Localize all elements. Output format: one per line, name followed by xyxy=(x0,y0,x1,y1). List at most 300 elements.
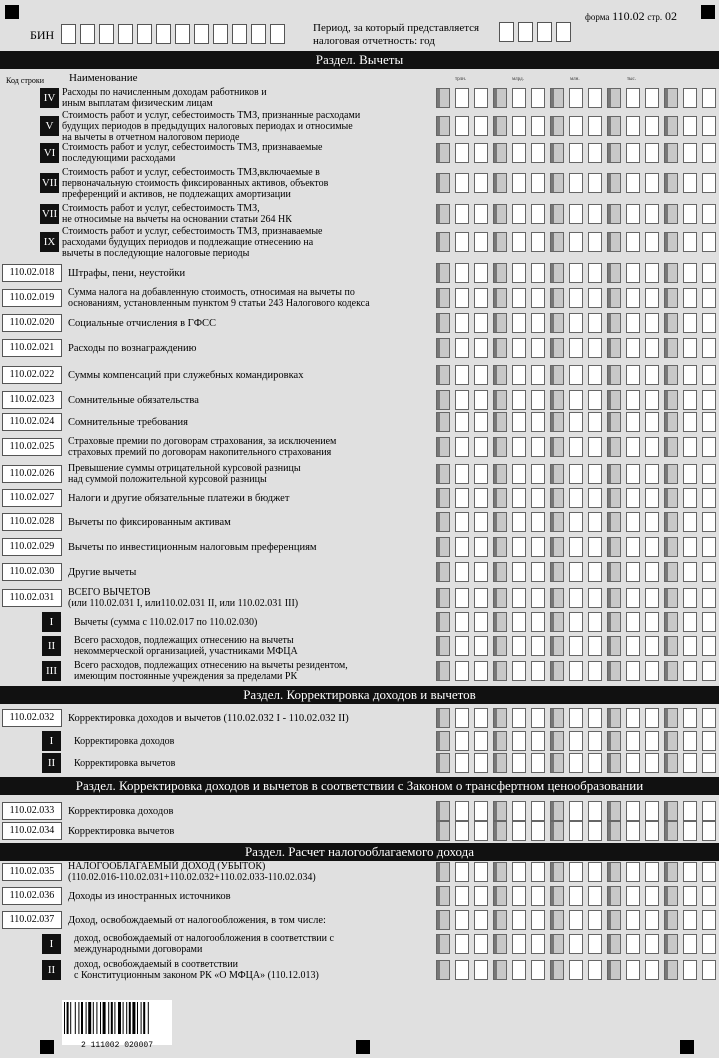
amount-digit-cell[interactable] xyxy=(455,801,469,821)
amount-digit-cell[interactable] xyxy=(664,636,678,656)
amount-digit-cell[interactable] xyxy=(550,753,564,773)
amount-digit-cell[interactable] xyxy=(455,636,469,656)
amount-digit-cell[interactable] xyxy=(512,636,526,656)
amount-digit-cell[interactable] xyxy=(569,562,583,582)
amount-digit-cell[interactable] xyxy=(436,204,450,224)
amount-digit-cell[interactable] xyxy=(512,731,526,751)
amount-digit-cell[interactable] xyxy=(550,886,564,906)
amount-digit-cell[interactable] xyxy=(512,412,526,432)
amount-digit-cell[interactable] xyxy=(531,708,545,728)
amount-digit-cell[interactable] xyxy=(455,232,469,252)
amount-digit-cell[interactable] xyxy=(550,801,564,821)
amount-digit-cell[interactable] xyxy=(569,512,583,532)
year-digit-box[interactable] xyxy=(499,22,514,42)
amount-digit-cell[interactable] xyxy=(702,338,716,358)
amount-digit-cell[interactable] xyxy=(455,204,469,224)
amount-digit-cell[interactable] xyxy=(645,910,659,930)
amount-digit-cell[interactable] xyxy=(474,412,488,432)
amount-digit-cell[interactable] xyxy=(474,731,488,751)
amount-digit-cell[interactable] xyxy=(645,288,659,308)
amount-digit-cell[interactable] xyxy=(588,562,602,582)
amount-digit-cell[interactable] xyxy=(493,173,507,193)
amount-digit-cell[interactable] xyxy=(531,910,545,930)
amount-digit-cell[interactable] xyxy=(474,612,488,632)
amount-digit-cell[interactable] xyxy=(512,862,526,882)
amount-digit-cell[interactable] xyxy=(664,731,678,751)
amount-input-grid[interactable] xyxy=(436,412,719,432)
amount-digit-cell[interactable] xyxy=(588,731,602,751)
amount-digit-cell[interactable] xyxy=(645,143,659,163)
amount-digit-cell[interactable] xyxy=(664,588,678,608)
amount-digit-cell[interactable] xyxy=(607,731,621,751)
amount-digit-cell[interactable] xyxy=(607,288,621,308)
amount-digit-cell[interactable] xyxy=(512,88,526,108)
amount-digit-cell[interactable] xyxy=(607,365,621,385)
amount-digit-cell[interactable] xyxy=(493,562,507,582)
amount-digit-cell[interactable] xyxy=(569,464,583,484)
amount-digit-cell[interactable] xyxy=(531,88,545,108)
amount-digit-cell[interactable] xyxy=(531,116,545,136)
amount-digit-cell[interactable] xyxy=(569,365,583,385)
amount-digit-cell[interactable] xyxy=(626,412,640,432)
amount-digit-cell[interactable] xyxy=(474,365,488,385)
amount-digit-cell[interactable] xyxy=(474,143,488,163)
amount-digit-cell[interactable] xyxy=(531,588,545,608)
amount-digit-cell[interactable] xyxy=(607,464,621,484)
amount-digit-cell[interactable] xyxy=(474,488,488,508)
amount-digit-cell[interactable] xyxy=(645,263,659,283)
amount-input-grid[interactable] xyxy=(436,910,719,930)
amount-digit-cell[interactable] xyxy=(531,232,545,252)
amount-digit-cell[interactable] xyxy=(607,960,621,980)
amount-digit-cell[interactable] xyxy=(626,960,640,980)
amount-digit-cell[interactable] xyxy=(645,390,659,410)
amount-digit-cell[interactable] xyxy=(455,708,469,728)
amount-digit-cell[interactable] xyxy=(664,173,678,193)
amount-digit-cell[interactable] xyxy=(436,288,450,308)
amount-digit-cell[interactable] xyxy=(569,821,583,841)
amount-digit-cell[interactable] xyxy=(474,934,488,954)
amount-digit-cell[interactable] xyxy=(645,338,659,358)
amount-digit-cell[interactable] xyxy=(550,731,564,751)
amount-digit-cell[interactable] xyxy=(531,862,545,882)
amount-digit-cell[interactable] xyxy=(569,537,583,557)
amount-digit-cell[interactable] xyxy=(474,204,488,224)
amount-digit-cell[interactable] xyxy=(588,708,602,728)
amount-digit-cell[interactable] xyxy=(607,801,621,821)
amount-digit-cell[interactable] xyxy=(550,313,564,333)
amount-digit-cell[interactable] xyxy=(531,437,545,457)
amount-digit-cell[interactable] xyxy=(550,412,564,432)
amount-input-grid[interactable] xyxy=(436,232,719,252)
bin-digit-box[interactable] xyxy=(61,24,76,44)
amount-digit-cell[interactable] xyxy=(664,412,678,432)
amount-digit-cell[interactable] xyxy=(493,910,507,930)
amount-digit-cell[interactable] xyxy=(702,116,716,136)
amount-digit-cell[interactable] xyxy=(512,661,526,681)
amount-digit-cell[interactable] xyxy=(531,412,545,432)
amount-digit-cell[interactable] xyxy=(531,512,545,532)
amount-digit-cell[interactable] xyxy=(626,263,640,283)
amount-digit-cell[interactable] xyxy=(474,232,488,252)
amount-digit-cell[interactable] xyxy=(645,960,659,980)
amount-digit-cell[interactable] xyxy=(683,488,697,508)
amount-digit-cell[interactable] xyxy=(474,263,488,283)
amount-digit-cell[interactable] xyxy=(607,88,621,108)
amount-digit-cell[interactable] xyxy=(531,886,545,906)
amount-digit-cell[interactable] xyxy=(702,365,716,385)
amount-digit-cell[interactable] xyxy=(550,910,564,930)
amount-digit-cell[interactable] xyxy=(702,143,716,163)
amount-digit-cell[interactable] xyxy=(436,960,450,980)
amount-digit-cell[interactable] xyxy=(493,263,507,283)
amount-input-grid[interactable] xyxy=(436,886,719,906)
amount-digit-cell[interactable] xyxy=(607,821,621,841)
amount-digit-cell[interactable] xyxy=(436,801,450,821)
amount-digit-cell[interactable] xyxy=(569,588,583,608)
amount-digit-cell[interactable] xyxy=(512,934,526,954)
amount-digit-cell[interactable] xyxy=(455,173,469,193)
amount-digit-cell[interactable] xyxy=(436,886,450,906)
amount-digit-cell[interactable] xyxy=(702,512,716,532)
amount-digit-cell[interactable] xyxy=(569,708,583,728)
amount-digit-cell[interactable] xyxy=(474,464,488,484)
amount-digit-cell[interactable] xyxy=(645,204,659,224)
amount-digit-cell[interactable] xyxy=(683,338,697,358)
amount-digit-cell[interactable] xyxy=(455,960,469,980)
amount-digit-cell[interactable] xyxy=(493,464,507,484)
amount-digit-cell[interactable] xyxy=(569,232,583,252)
amount-digit-cell[interactable] xyxy=(493,821,507,841)
amount-digit-cell[interactable] xyxy=(645,753,659,773)
amount-digit-cell[interactable] xyxy=(474,801,488,821)
amount-digit-cell[interactable] xyxy=(550,488,564,508)
amount-digit-cell[interactable] xyxy=(683,464,697,484)
amount-digit-cell[interactable] xyxy=(455,537,469,557)
amount-digit-cell[interactable] xyxy=(607,886,621,906)
amount-digit-cell[interactable] xyxy=(436,365,450,385)
amount-digit-cell[interactable] xyxy=(493,862,507,882)
amount-digit-cell[interactable] xyxy=(493,960,507,980)
amount-digit-cell[interactable] xyxy=(683,910,697,930)
amount-digit-cell[interactable] xyxy=(645,934,659,954)
amount-digit-cell[interactable] xyxy=(626,612,640,632)
amount-digit-cell[interactable] xyxy=(626,338,640,358)
amount-digit-cell[interactable] xyxy=(455,661,469,681)
amount-digit-cell[interactable] xyxy=(664,288,678,308)
amount-digit-cell[interactable] xyxy=(702,753,716,773)
amount-digit-cell[interactable] xyxy=(512,910,526,930)
amount-input-grid[interactable] xyxy=(436,588,719,608)
amount-digit-cell[interactable] xyxy=(626,886,640,906)
amount-digit-cell[interactable] xyxy=(512,464,526,484)
amount-digit-cell[interactable] xyxy=(683,512,697,532)
amount-digit-cell[interactable] xyxy=(683,390,697,410)
amount-digit-cell[interactable] xyxy=(626,464,640,484)
amount-digit-cell[interactable] xyxy=(512,512,526,532)
amount-digit-cell[interactable] xyxy=(455,731,469,751)
amount-digit-cell[interactable] xyxy=(455,862,469,882)
amount-digit-cell[interactable] xyxy=(664,204,678,224)
amount-digit-cell[interactable] xyxy=(683,934,697,954)
amount-digit-cell[interactable] xyxy=(455,143,469,163)
amount-digit-cell[interactable] xyxy=(645,731,659,751)
amount-digit-cell[interactable] xyxy=(702,910,716,930)
amount-digit-cell[interactable] xyxy=(436,390,450,410)
amount-digit-cell[interactable] xyxy=(455,886,469,906)
amount-digit-cell[interactable] xyxy=(702,588,716,608)
amount-digit-cell[interactable] xyxy=(569,731,583,751)
amount-digit-cell[interactable] xyxy=(512,232,526,252)
amount-digit-cell[interactable] xyxy=(683,821,697,841)
amount-digit-cell[interactable] xyxy=(645,313,659,333)
amount-digit-cell[interactable] xyxy=(607,537,621,557)
amount-digit-cell[interactable] xyxy=(493,232,507,252)
amount-digit-cell[interactable] xyxy=(664,886,678,906)
amount-digit-cell[interactable] xyxy=(474,338,488,358)
amount-digit-cell[interactable] xyxy=(588,263,602,283)
amount-input-grid[interactable] xyxy=(436,960,719,980)
amount-digit-cell[interactable] xyxy=(645,464,659,484)
amount-digit-cell[interactable] xyxy=(550,562,564,582)
amount-digit-cell[interactable] xyxy=(550,661,564,681)
amount-digit-cell[interactable] xyxy=(702,934,716,954)
amount-input-grid[interactable] xyxy=(436,390,719,410)
amount-digit-cell[interactable] xyxy=(493,488,507,508)
amount-digit-cell[interactable] xyxy=(550,288,564,308)
amount-digit-cell[interactable] xyxy=(531,753,545,773)
amount-digit-cell[interactable] xyxy=(588,143,602,163)
amount-digit-cell[interactable] xyxy=(702,731,716,751)
amount-digit-cell[interactable] xyxy=(588,934,602,954)
amount-digit-cell[interactable] xyxy=(588,313,602,333)
amount-digit-cell[interactable] xyxy=(512,821,526,841)
amount-digit-cell[interactable] xyxy=(512,288,526,308)
year-digit-box[interactable] xyxy=(518,22,533,42)
amount-digit-cell[interactable] xyxy=(626,910,640,930)
amount-digit-cell[interactable] xyxy=(626,232,640,252)
amount-digit-cell[interactable] xyxy=(474,390,488,410)
amount-digit-cell[interactable] xyxy=(493,708,507,728)
amount-digit-cell[interactable] xyxy=(474,753,488,773)
amount-digit-cell[interactable] xyxy=(436,412,450,432)
amount-input-grid[interactable] xyxy=(436,636,719,656)
amount-digit-cell[interactable] xyxy=(436,708,450,728)
amount-digit-cell[interactable] xyxy=(702,801,716,821)
amount-digit-cell[interactable] xyxy=(493,437,507,457)
amount-digit-cell[interactable] xyxy=(702,288,716,308)
amount-digit-cell[interactable] xyxy=(455,488,469,508)
bin-digit-box[interactable] xyxy=(99,24,114,44)
amount-digit-cell[interactable] xyxy=(550,116,564,136)
amount-digit-cell[interactable] xyxy=(683,661,697,681)
amount-digit-cell[interactable] xyxy=(436,562,450,582)
amount-digit-cell[interactable] xyxy=(531,488,545,508)
amount-digit-cell[interactable] xyxy=(588,88,602,108)
amount-digit-cell[interactable] xyxy=(607,338,621,358)
amount-digit-cell[interactable] xyxy=(550,934,564,954)
amount-input-grid[interactable] xyxy=(436,365,719,385)
amount-digit-cell[interactable] xyxy=(569,88,583,108)
amount-digit-cell[interactable] xyxy=(569,960,583,980)
amount-digit-cell[interactable] xyxy=(683,88,697,108)
amount-digit-cell[interactable] xyxy=(683,636,697,656)
amount-digit-cell[interactable] xyxy=(702,464,716,484)
amount-digit-cell[interactable] xyxy=(702,636,716,656)
amount-digit-cell[interactable] xyxy=(607,512,621,532)
amount-digit-cell[interactable] xyxy=(607,753,621,773)
amount-digit-cell[interactable] xyxy=(664,612,678,632)
amount-digit-cell[interactable] xyxy=(607,232,621,252)
amount-digit-cell[interactable] xyxy=(493,753,507,773)
amount-digit-cell[interactable] xyxy=(474,88,488,108)
amount-input-grid[interactable] xyxy=(436,612,719,632)
amount-digit-cell[interactable] xyxy=(626,708,640,728)
amount-digit-cell[interactable] xyxy=(626,661,640,681)
amount-digit-cell[interactable] xyxy=(569,934,583,954)
amount-digit-cell[interactable] xyxy=(702,232,716,252)
amount-digit-cell[interactable] xyxy=(550,263,564,283)
amount-digit-cell[interactable] xyxy=(569,143,583,163)
amount-digit-cell[interactable] xyxy=(512,263,526,283)
amount-digit-cell[interactable] xyxy=(626,588,640,608)
amount-digit-cell[interactable] xyxy=(626,288,640,308)
amount-digit-cell[interactable] xyxy=(645,821,659,841)
amount-digit-cell[interactable] xyxy=(645,512,659,532)
amount-digit-cell[interactable] xyxy=(550,464,564,484)
amount-digit-cell[interactable] xyxy=(474,288,488,308)
amount-digit-cell[interactable] xyxy=(455,821,469,841)
amount-digit-cell[interactable] xyxy=(474,661,488,681)
amount-digit-cell[interactable] xyxy=(474,313,488,333)
amount-digit-cell[interactable] xyxy=(569,753,583,773)
amount-digit-cell[interactable] xyxy=(550,143,564,163)
amount-digit-cell[interactable] xyxy=(531,313,545,333)
amount-digit-cell[interactable] xyxy=(493,288,507,308)
amount-digit-cell[interactable] xyxy=(664,437,678,457)
amount-digit-cell[interactable] xyxy=(474,116,488,136)
amount-digit-cell[interactable] xyxy=(531,821,545,841)
amount-digit-cell[interactable] xyxy=(455,313,469,333)
amount-digit-cell[interactable] xyxy=(664,338,678,358)
amount-input-grid[interactable] xyxy=(436,437,719,457)
amount-input-grid[interactable] xyxy=(436,338,719,358)
amount-digit-cell[interactable] xyxy=(512,173,526,193)
amount-digit-cell[interactable] xyxy=(493,116,507,136)
amount-digit-cell[interactable] xyxy=(550,365,564,385)
amount-digit-cell[interactable] xyxy=(436,116,450,136)
amount-digit-cell[interactable] xyxy=(512,753,526,773)
amount-digit-cell[interactable] xyxy=(455,910,469,930)
amount-digit-cell[interactable] xyxy=(493,412,507,432)
amount-digit-cell[interactable] xyxy=(664,537,678,557)
amount-digit-cell[interactable] xyxy=(683,173,697,193)
amount-digit-cell[interactable] xyxy=(645,708,659,728)
amount-digit-cell[interactable] xyxy=(664,753,678,773)
amount-digit-cell[interactable] xyxy=(474,512,488,532)
amount-digit-cell[interactable] xyxy=(550,232,564,252)
amount-digit-cell[interactable] xyxy=(702,862,716,882)
amount-digit-cell[interactable] xyxy=(664,512,678,532)
amount-digit-cell[interactable] xyxy=(588,960,602,980)
amount-digit-cell[interactable] xyxy=(664,263,678,283)
amount-digit-cell[interactable] xyxy=(588,821,602,841)
amount-digit-cell[interactable] xyxy=(455,116,469,136)
amount-digit-cell[interactable] xyxy=(702,612,716,632)
amount-digit-cell[interactable] xyxy=(626,801,640,821)
amount-input-grid[interactable] xyxy=(436,731,719,751)
amount-digit-cell[interactable] xyxy=(512,365,526,385)
amount-input-grid[interactable] xyxy=(436,934,719,954)
amount-input-grid[interactable] xyxy=(436,143,719,163)
amount-digit-cell[interactable] xyxy=(702,204,716,224)
amount-digit-cell[interactable] xyxy=(569,437,583,457)
amount-digit-cell[interactable] xyxy=(531,661,545,681)
amount-digit-cell[interactable] xyxy=(664,488,678,508)
amount-digit-cell[interactable] xyxy=(645,365,659,385)
amount-digit-cell[interactable] xyxy=(569,263,583,283)
amount-digit-cell[interactable] xyxy=(474,910,488,930)
amount-digit-cell[interactable] xyxy=(588,661,602,681)
amount-digit-cell[interactable] xyxy=(569,886,583,906)
amount-digit-cell[interactable] xyxy=(531,464,545,484)
amount-input-grid[interactable] xyxy=(436,173,719,193)
amount-digit-cell[interactable] xyxy=(436,143,450,163)
amount-digit-cell[interactable] xyxy=(436,338,450,358)
amount-digit-cell[interactable] xyxy=(436,488,450,508)
amount-input-grid[interactable] xyxy=(436,288,719,308)
amount-digit-cell[interactable] xyxy=(493,143,507,163)
amount-digit-cell[interactable] xyxy=(436,437,450,457)
amount-digit-cell[interactable] xyxy=(702,88,716,108)
amount-digit-cell[interactable] xyxy=(626,512,640,532)
amount-input-grid[interactable] xyxy=(436,204,719,224)
amount-digit-cell[interactable] xyxy=(664,708,678,728)
amount-digit-cell[interactable] xyxy=(607,437,621,457)
amount-digit-cell[interactable] xyxy=(588,338,602,358)
amount-digit-cell[interactable] xyxy=(569,412,583,432)
amount-digit-cell[interactable] xyxy=(493,204,507,224)
amount-digit-cell[interactable] xyxy=(683,143,697,163)
amount-digit-cell[interactable] xyxy=(569,173,583,193)
amount-digit-cell[interactable] xyxy=(550,862,564,882)
amount-digit-cell[interactable] xyxy=(550,588,564,608)
amount-digit-cell[interactable] xyxy=(512,313,526,333)
amount-digit-cell[interactable] xyxy=(512,612,526,632)
amount-digit-cell[interactable] xyxy=(626,365,640,385)
amount-digit-cell[interactable] xyxy=(683,365,697,385)
amount-digit-cell[interactable] xyxy=(550,173,564,193)
amount-digit-cell[interactable] xyxy=(683,313,697,333)
amount-digit-cell[interactable] xyxy=(436,512,450,532)
amount-digit-cell[interactable] xyxy=(588,512,602,532)
amount-digit-cell[interactable] xyxy=(550,636,564,656)
amount-digit-cell[interactable] xyxy=(664,862,678,882)
bin-digit-box[interactable] xyxy=(270,24,285,44)
amount-digit-cell[interactable] xyxy=(493,661,507,681)
amount-digit-cell[interactable] xyxy=(455,390,469,410)
amount-digit-cell[interactable] xyxy=(588,801,602,821)
bin-digit-box[interactable] xyxy=(232,24,247,44)
amount-digit-cell[interactable] xyxy=(588,412,602,432)
amount-digit-cell[interactable] xyxy=(493,537,507,557)
amount-digit-cell[interactable] xyxy=(588,537,602,557)
amount-digit-cell[interactable] xyxy=(531,934,545,954)
amount-digit-cell[interactable] xyxy=(683,116,697,136)
amount-digit-cell[interactable] xyxy=(531,562,545,582)
amount-digit-cell[interactable] xyxy=(569,910,583,930)
amount-input-grid[interactable] xyxy=(436,537,719,557)
